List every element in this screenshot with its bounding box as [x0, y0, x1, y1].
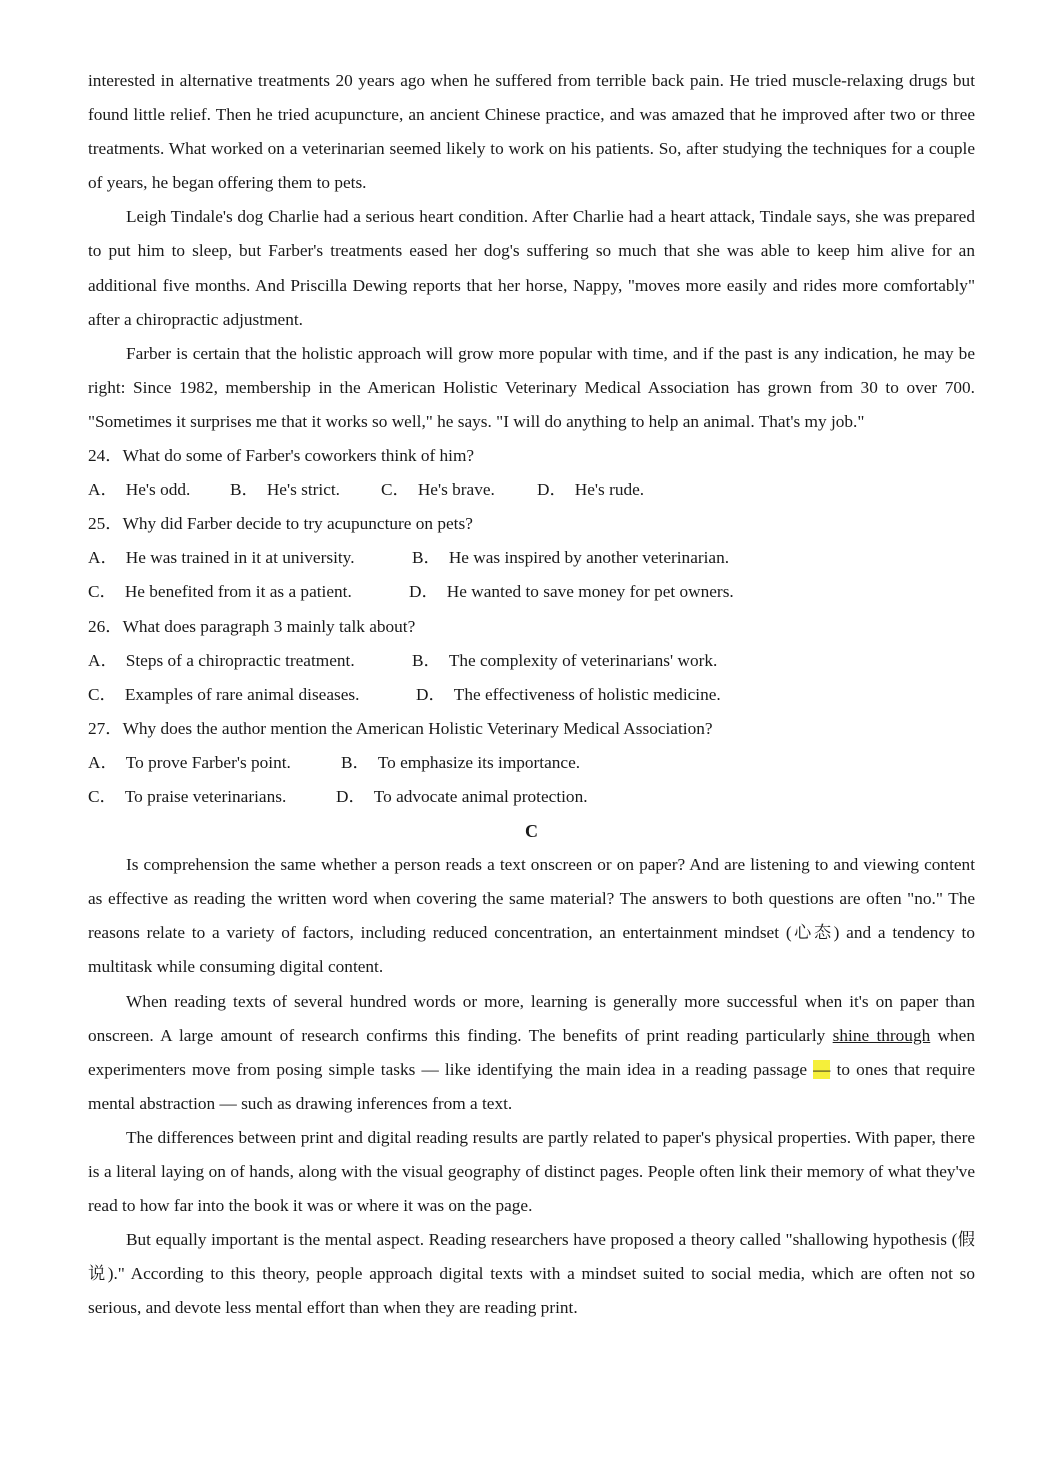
- question-27-stem: 27．Why does the author mention the American Holistic Veterinary Medical Association?: [88, 718, 713, 738]
- question-27-options-row-2: [88, 780, 975, 814]
- question-25-option-d: D． He wanted to save money for pet owners.: [409, 582, 734, 602]
- question-27-option-b: B． To emphasize its importance.: [341, 752, 581, 772]
- question-24-option-d: D． He's rude.: [537, 480, 645, 500]
- question-24-option-b: B． He's strict.: [230, 480, 340, 500]
- exam-page: [88, 64, 975, 1325]
- passage-c-paragraph-1: Is comprehension the same whether a person reads a text onscreen or on paper? And are listening to and viewing content as effective as reading the written word when covering the same material? The answers to both questions are often "no." The reasons relate to a variety of factors, including reduced concentration, an entertainment mindset (心态) and a tendency to multitask while consuming digital content.: [88, 855, 975, 977]
- question-26-option-a: A． Steps of a chiropractic treatment.: [88, 650, 355, 670]
- question-27-option-c: C． To praise veterinarians.: [88, 786, 287, 806]
- question-27-options-row-1: [88, 746, 975, 780]
- passage-c-paragraph-2: When reading texts of several hundred words or more, learning is generally more successful when it's on paper than onscreen. A large amount of research confirms this finding. The benefits of print reading particularly shine through when experimenters move from posing simple tasks — like identifying the main idea in a reading passage — to ones that require mental abstraction — such as drawing inferences from a text.: [88, 991, 976, 1113]
- passage-b-paragraph-3: Farber is certain that the holistic approach will grow more popular with time, and if the past is any indication, he may be right: Since 1982, membership in the American Holistic Veterinary Medical Association has grown from 30 to over 700. "Sometimes it surprises me that it works so well," he says. "I will do anything to help an animal. That's my job.": [88, 343, 975, 431]
- question-25-stem: 25．Why did Farber decide to try acupuncture on pets?: [88, 514, 473, 534]
- question-27-option-a: A． To prove Farber's point.: [88, 752, 291, 772]
- question-24-options: [88, 473, 975, 507]
- question-27-option-d: D． To advocate animal protection.: [336, 786, 588, 806]
- question-25-option-a: A． He was trained in it at university.: [88, 548, 355, 568]
- question-24-option-c: C． He's brave.: [381, 480, 495, 500]
- underlined-phrase: shine through: [832, 1025, 931, 1045]
- highlighted-dash: —: [813, 1059, 831, 1079]
- question-25-options-row-1: [88, 541, 975, 575]
- question-24-stem: 24．What do some of Farber's coworkers think of him?: [88, 446, 475, 466]
- question-26-stem: 26．What does paragraph 3 mainly talk about?: [88, 616, 416, 636]
- passage-b-paragraph-2: Leigh Tindale's dog Charlie had a serious heart condition. After Charlie had a heart attack, Tindale says, she was prepared to put him to sleep, but Farber's treatments eased her dog's suffering so much that she was able to keep him alive for an additional five months. And Priscilla Dewing reports that her horse, Nappy, "moves more easily and rides more comfortably" after a chiropractic adjustment.: [88, 207, 975, 329]
- question-25-option-b: B． He was inspired by another veterinarian.: [412, 548, 730, 568]
- question-26-option-d: D． The effectiveness of holistic medicine.: [416, 684, 721, 704]
- question-24-option-a: A． He's odd.: [88, 480, 191, 500]
- question-25-options-row-2: [88, 575, 975, 609]
- question-25-option-c: C． He benefited from it as a patient.: [88, 582, 352, 602]
- question-26-option-c: C． Examples of rare animal diseases.: [88, 684, 360, 704]
- passage-b-paragraph-1: interested in alternative treatments 20 years ago when he suffered from terrible back pain. He tried muscle-relaxing drugs but found little relief. Then he tried acupuncture, an ancient Chinese practice, and was amazed that he improved after two or three treatments. What worked on a veterinarian seemed likely to work on his patients. So, after studying the techniques for a couple of years, he began offering them to pets.: [88, 71, 975, 193]
- passage-c-paragraph-4: But equally important is the mental aspect. Reading researchers have proposed a theory called "shallowing hypothesis (假说)." According to this theory, people approach digital texts with a mindset suited to social media, which are often not so serious, and devote less mental effort than when they are reading print.: [88, 1230, 975, 1318]
- question-26-option-b: B． The complexity of veterinarians' work.: [412, 650, 718, 670]
- question-26-options-row-2: [88, 678, 975, 712]
- question-26-options-row-1: [88, 644, 975, 678]
- section-heading-c: C: [525, 821, 538, 842]
- passage-c-paragraph-3: The differences between print and digital reading results are partly related to paper's physical properties. With paper, there is a literal laying on of hands, along with the visual geography of distinct pages. People often link their memory of what they've read to how far into the book it was or where it was on the page.: [88, 1127, 975, 1216]
